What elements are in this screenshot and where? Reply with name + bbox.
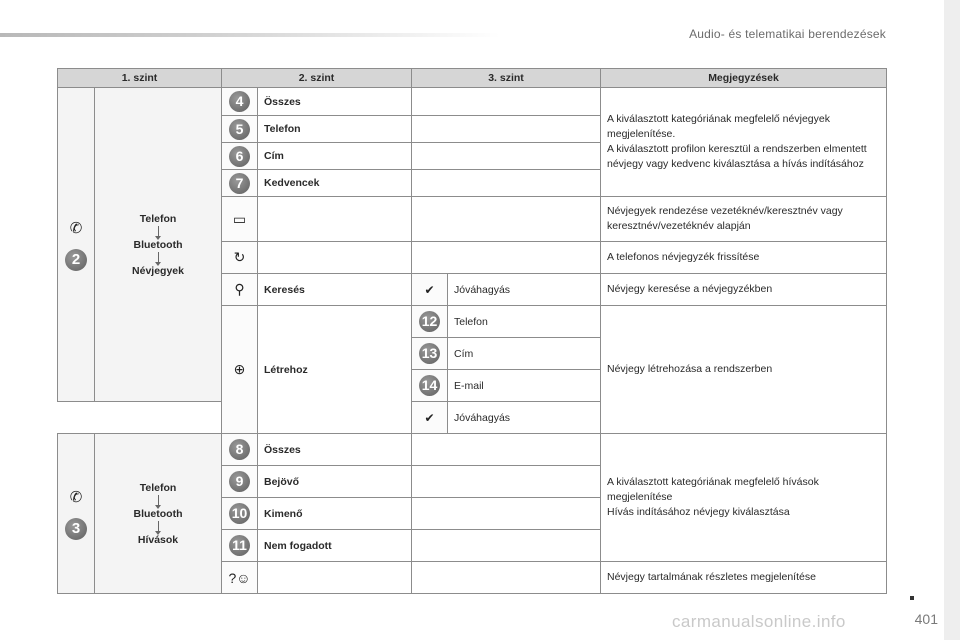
badge-cell xyxy=(222,466,258,498)
header-level3: 3. szint xyxy=(412,69,601,88)
empty-cell xyxy=(412,197,601,242)
badge-cell xyxy=(222,530,258,562)
option-label: Létrehoz xyxy=(258,306,412,434)
badge-cell xyxy=(222,170,258,197)
number-badge: 9 xyxy=(229,471,250,492)
empty-cell xyxy=(412,116,601,143)
phone-icon: ✆ xyxy=(69,488,83,506)
badge-cell xyxy=(222,116,258,143)
note-text: A kiválasztott kategóriának megfelelő névjegyek megjelenítése. A kiválasztott profilon keresztül a rendszerben elmentett névjegy vagy kedvenc kiválasztása a hívás indításához xyxy=(607,113,867,170)
page-marker xyxy=(910,596,914,600)
sort-icon: ▭ xyxy=(232,210,247,227)
note-cell xyxy=(601,242,887,274)
level2-cell-calls xyxy=(95,434,222,594)
path-step: Bluetooth xyxy=(133,238,183,251)
add-circle-icon: ⊕ xyxy=(233,361,246,377)
level2-cell-contacts xyxy=(95,88,222,402)
icon-cell xyxy=(222,562,258,594)
option-label: E-mail xyxy=(448,370,601,402)
icon-cell xyxy=(412,274,448,306)
badge-cell xyxy=(222,143,258,170)
right-margin-strip xyxy=(944,0,960,640)
path-step: Névjegyek xyxy=(132,264,184,277)
empty-cell xyxy=(412,498,601,530)
empty-cell xyxy=(412,143,601,170)
note-text: Névjegy keresése a névjegyzékben xyxy=(607,283,773,295)
arrow-down-icon xyxy=(158,252,159,263)
option-label: Telefon xyxy=(448,306,601,338)
option-label: Jóváhagyás xyxy=(448,402,601,434)
note-cell xyxy=(601,197,887,242)
level1-number-badge: 2 xyxy=(65,249,87,271)
option-label: Cím xyxy=(448,338,601,370)
note-cell xyxy=(601,306,887,434)
empty-cell xyxy=(258,197,412,242)
header-rule xyxy=(0,33,500,37)
empty-cell xyxy=(412,530,601,562)
badge-cell xyxy=(222,88,258,116)
empty-cell xyxy=(412,242,601,274)
badge-cell xyxy=(222,498,258,530)
table-row xyxy=(58,434,887,466)
option-label: Kedvencek xyxy=(258,170,412,197)
checkmark-icon: ✔ xyxy=(424,410,435,425)
empty-cell xyxy=(412,434,601,466)
note-cell xyxy=(601,434,887,562)
number-badge: 12 xyxy=(419,311,440,332)
note-text: Névjegy létrehozása a rendszerben xyxy=(607,363,773,375)
option-label: Nem fogadott xyxy=(258,530,412,562)
note-text: Névjegy tartalmának részletes megjelenítése xyxy=(607,571,816,583)
option-label: Jóváhagyás xyxy=(448,274,601,306)
number-badge: 13 xyxy=(419,343,440,364)
number-badge: 10 xyxy=(229,503,250,524)
note-cell xyxy=(601,274,887,306)
note-text: Névjegyek rendezése vezetéknév/keresztnév vagy keresztnév/vezetéknév alapján xyxy=(607,205,843,232)
number-badge: 6 xyxy=(229,146,250,167)
number-badge: 4 xyxy=(229,91,250,112)
option-label: Összes xyxy=(258,434,412,466)
header-title: Audio- és telematikai berendezések xyxy=(689,27,886,41)
option-label: Összes xyxy=(258,88,412,116)
option-label: Keresés xyxy=(258,274,412,306)
option-label: Cím xyxy=(258,143,412,170)
number-badge: 7 xyxy=(229,173,250,194)
note-cell xyxy=(601,88,887,197)
note-text: A telefonos névjegyzék frissítése xyxy=(607,251,760,263)
page-number: 401 xyxy=(914,611,938,627)
header-notes: Megjegyzések xyxy=(601,69,887,88)
icon-cell xyxy=(222,197,258,242)
number-badge: 11 xyxy=(229,535,250,556)
search-icon: ⚲ xyxy=(234,281,245,297)
note-text: A kiválasztott kategóriának megfelelő hívások megjelenítése Hívás indításához névjegy kiválasztása xyxy=(607,476,819,518)
menu-path xyxy=(95,482,221,546)
empty-cell xyxy=(412,466,601,498)
phone-icon: ✆ xyxy=(69,219,83,237)
empty-cell xyxy=(412,88,601,116)
menu-table xyxy=(57,68,887,594)
badge-cell xyxy=(412,370,448,402)
option-label: Telefon xyxy=(258,116,412,143)
spacer-cell xyxy=(58,402,222,434)
level1-cell-calls xyxy=(58,434,95,594)
empty-cell xyxy=(258,562,412,594)
option-label: Bejövő xyxy=(258,466,412,498)
icon-cell xyxy=(412,402,448,434)
header-level2: 2. szint xyxy=(222,69,412,88)
header-level1: 1. szint xyxy=(58,69,222,88)
path-step: Telefon xyxy=(139,481,177,494)
icon-cell xyxy=(222,242,258,274)
path-step: Hívások xyxy=(137,533,179,546)
level1-number-badge: 3 xyxy=(65,518,87,540)
level1-cell-contacts xyxy=(58,88,95,402)
icon-cell xyxy=(222,306,258,434)
number-badge: 5 xyxy=(229,119,250,140)
contact-details-icon: ?☺ xyxy=(228,569,251,586)
icon-cell xyxy=(222,274,258,306)
empty-cell xyxy=(412,170,601,197)
table-row xyxy=(58,88,887,116)
note-cell xyxy=(601,562,887,594)
number-badge: 8 xyxy=(229,439,250,460)
empty-cell xyxy=(412,562,601,594)
badge-cell xyxy=(412,338,448,370)
path-step: Bluetooth xyxy=(133,507,183,520)
menu-path xyxy=(95,213,221,277)
arrow-down-icon xyxy=(158,495,159,506)
watermark: carmanualsonline.info xyxy=(672,612,846,631)
number-badge: 14 xyxy=(419,375,440,396)
option-label: Kimenő xyxy=(258,498,412,530)
empty-cell xyxy=(258,242,412,274)
arrow-down-icon xyxy=(158,226,159,237)
path-step: Telefon xyxy=(139,212,177,225)
refresh-icon: ↻ xyxy=(233,249,246,265)
badge-cell xyxy=(412,306,448,338)
badge-cell xyxy=(222,434,258,466)
arrow-down-icon xyxy=(158,521,159,532)
table-header-row xyxy=(58,69,887,88)
checkmark-icon: ✔ xyxy=(424,282,435,297)
